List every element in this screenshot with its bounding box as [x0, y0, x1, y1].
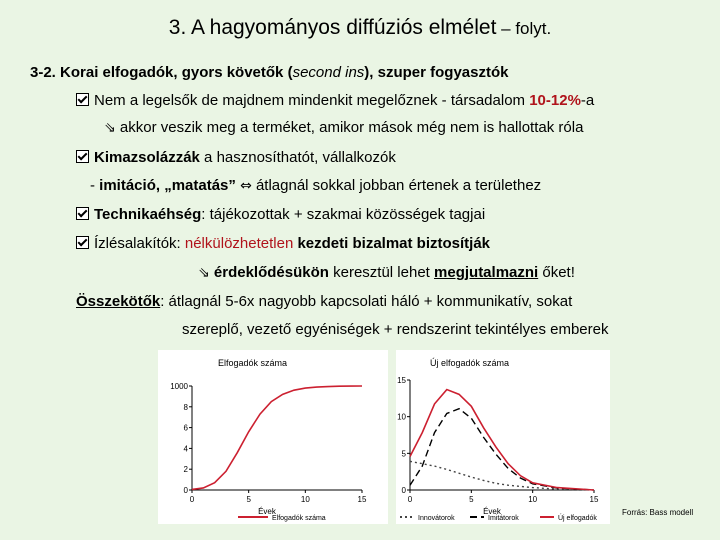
y-tick-label: 6	[183, 423, 188, 433]
y-tick-label: 5	[401, 449, 406, 459]
x-tick-label: 0	[189, 495, 195, 504]
outline-arrow-icon: ⇘	[198, 265, 210, 281]
x-tick-label: 10	[300, 495, 310, 504]
series-line	[410, 409, 594, 490]
outline-arrow-icon: ⇘	[104, 120, 116, 136]
source-note: Forrás: Bass modell	[622, 508, 694, 517]
y-tick-label: 0	[401, 486, 406, 495]
double-arrow-icon: ⇔	[240, 178, 252, 194]
x-axis-label: Évek	[258, 507, 276, 516]
y-tick-label: 10	[397, 412, 406, 422]
x-tick-label: 10	[528, 495, 538, 504]
chart-title: Elfogadók száma	[218, 358, 288, 368]
page-title: 3. A hagyományos diffúziós elmélet – folyt.	[168, 16, 552, 39]
series-line	[410, 461, 594, 490]
legend-label: Innovátorok	[418, 515, 455, 522]
y-tick-label: 15	[397, 376, 406, 385]
y-tick-label: 4	[183, 444, 188, 454]
x-tick-label: 0	[407, 495, 413, 504]
bullet-imitacio: - imitáció, „matatás” ⇔ átlagnál sokkal jobban értenek a területhez	[90, 177, 542, 194]
chart-elfogadok	[158, 350, 388, 524]
bullet-erdek: ⇘ érdeklődésükön keresztül lehet megjutalmazni őket!	[198, 264, 575, 281]
y-tick-label: 1000	[170, 382, 188, 391]
checkbox-checked-icon	[76, 207, 89, 220]
series-line	[410, 390, 594, 490]
bullet-izles: Ízlésalakítók: nélkülözhetetlen kezdeti bizalmat biztosítják	[76, 235, 490, 252]
checkbox-checked-icon	[76, 93, 89, 106]
bullet-technika: Technikaéhség: tájékozottak + szakmai közösségek tagjai	[76, 206, 485, 223]
chart-uj-elfogadok-svg	[396, 350, 610, 524]
chart-title: Új elfogadók száma	[430, 358, 510, 368]
series-line	[192, 386, 362, 489]
bullet-szereplo: szereplő, vezető egyéniségek + rendszerint tekintélyes emberek	[182, 321, 609, 338]
bullet-osszekotok: Összekötők: átlagnál 5-6x nagyobb kapcsolati háló + kommunikatív, sokat	[76, 293, 573, 310]
section-heading: 3-2. Korai elfogadók, gyors követők (second ins), szuper fogyasztók	[30, 64, 509, 81]
x-tick-label: 15	[589, 495, 599, 504]
x-tick-label: 15	[357, 495, 367, 504]
bullet-nem: Nem a legelsők de majdnem mindenkit megelőznek - társadalom 10-12%-a	[76, 92, 594, 109]
bullet-kimazsolazzak: Kimazsolázzák a hasznosíthatót, vállalkozók	[76, 149, 396, 166]
chart-uj-elfogadok	[396, 350, 610, 524]
x-axis-label: Évek	[483, 507, 501, 516]
y-tick-label: 0	[183, 486, 188, 495]
x-tick-label: 5	[469, 495, 474, 504]
checkbox-checked-icon	[76, 236, 89, 249]
bullet-akkor: ⇘ akkor veszik meg a terméket, amikor mások még nem is hallottak róla	[104, 119, 584, 136]
legend-label: Elfogadók száma	[272, 515, 326, 522]
y-tick-label: 2	[183, 465, 188, 475]
checkbox-checked-icon	[76, 150, 89, 163]
x-tick-label: 5	[246, 495, 251, 504]
y-tick-label: 8	[183, 402, 188, 412]
legend-label: Új elfogadók	[558, 515, 597, 522]
legend-label: Imitátorok	[488, 515, 519, 522]
chart-elfogadok-svg	[158, 350, 388, 524]
